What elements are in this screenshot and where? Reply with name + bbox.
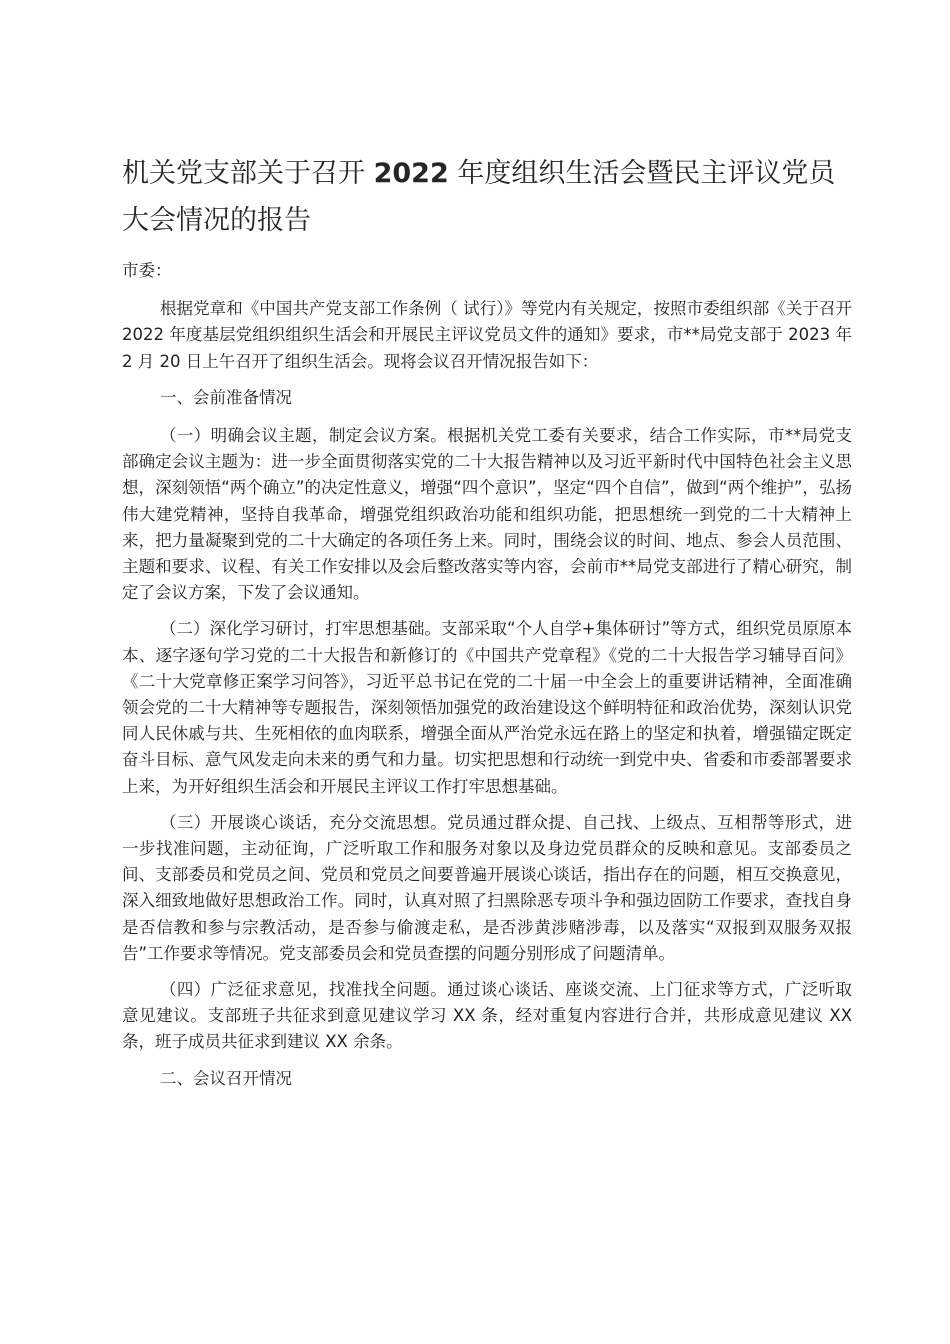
document-title xyxy=(122,150,842,244)
section-2-heading: 二、会议召开情况 xyxy=(160,1068,292,1088)
title-year: 2022 xyxy=(373,158,449,189)
title-part-2: 年度组织生活会暨民主评议党员大会情况的报告 xyxy=(122,158,836,236)
paragraph-1: （一）明确会议主题，制定会议方案。根据机关党工委有关要求，结合工作实际，市**局党支部确定会议主题为：进一步全面贯彻落实党的二十大报告精神以及习近平新时代中国特色社会主义思想，深刻领悟“两个确立”的决定性意义，增强“四个意识”，坚定“四个自信”，做到“两个维护”，弘扬伟大建党精神，坚持自我革命，增强党组织政治功能和组织功能，把思想统一到党的二十大精神上来，把力量凝聚到党的二十大确定的各项任务上来。同时，围绕会议的时间、地点、参会人员范围、主题和要求、议程、有关工作安排以及会后整改落实等内容，会前市**局党支部进行了精心研究，制定了会议方案，下发了会议通知。 xyxy=(122,426,852,603)
document-body xyxy=(122,258,852,1104)
title-part-1: 机关党支部关于召开 xyxy=(122,158,374,189)
paragraph-3: （三）开展谈心谈话，充分交流思想。党员通过群众提、自己找、上级点、互相帮等形式，进一步找准问题，主动征询，广泛听取工作和服务对象以及身边党员群众的反映和意见。支部委员之间、支部委员和党员之间、党员和党员之间要普遍开展谈心谈话，指出存在的问题，相互交换意见，深入细致地做好思想政治工作。同时，认真对照了扫黑除恶专项斗争和强边固防工作要求，查找自身是否信教和参与宗教活动，是否参与偷渡走私，是否涉黄涉赌涉毒，以及落实“双报到双服务双报告”工作要求等情况。党支部委员会和党员查摆的问题分别形成了问题清单。 xyxy=(122,812,852,963)
section-1-heading: 一、会前准备情况 xyxy=(160,387,292,407)
salutation: 市委： xyxy=(122,261,172,280)
paragraph-4: （四）广泛征求意见，找准找全问题。通过谈心谈话、座谈交流、上门征求等方式，广泛听取意见建议。支部班子共征求到意见建议学习 XX 条，经对重复内容进行合并，共形成意见建议 XX 条，班子成员共征求到建议 XX 余条。 xyxy=(122,980,852,1052)
paragraph-2: （二）深化学习研讨，打牢思想基础。支部采取“个人自学+集体研讨”等方式，组织党员原原本本、逐字逐句学习党的二十大报告和新修订的《中国共产党章程》《党的二十大报告学习辅导百问》《二十大党章修正案学习问答》，习近平总书记在党的二十届一中全会上的重要讲话精神，全面准确领会党的二十大精神等专题报告，深刻领悟加强党的政治建设这个鲜明特征和政治优势，深刻认识党同人民休戚与共、生死相依的血肉联系，增强全面从严治党永远在路上的坚定和执着，增强锚定既定奋斗目标、意气风发走向未来的勇气和力量。切实把思想和行动统一到党中央、省委和市委部署要求上来，为开好组织生活会和开展民主评议工作打牢思想基础。 xyxy=(122,619,852,796)
intro-paragraph: 根据党章和《中国共产党支部工作条例（ 试行）》等党内有关规定，按照市委组织部《关于召开 2022 年度基层党组织组织生活会和开展民主评议党员文件的通知》要求，市**局党支部于 2023 年 2 月 20 日上午召开了组织生活会。现将会议召开情况报告如下： xyxy=(122,299,852,371)
